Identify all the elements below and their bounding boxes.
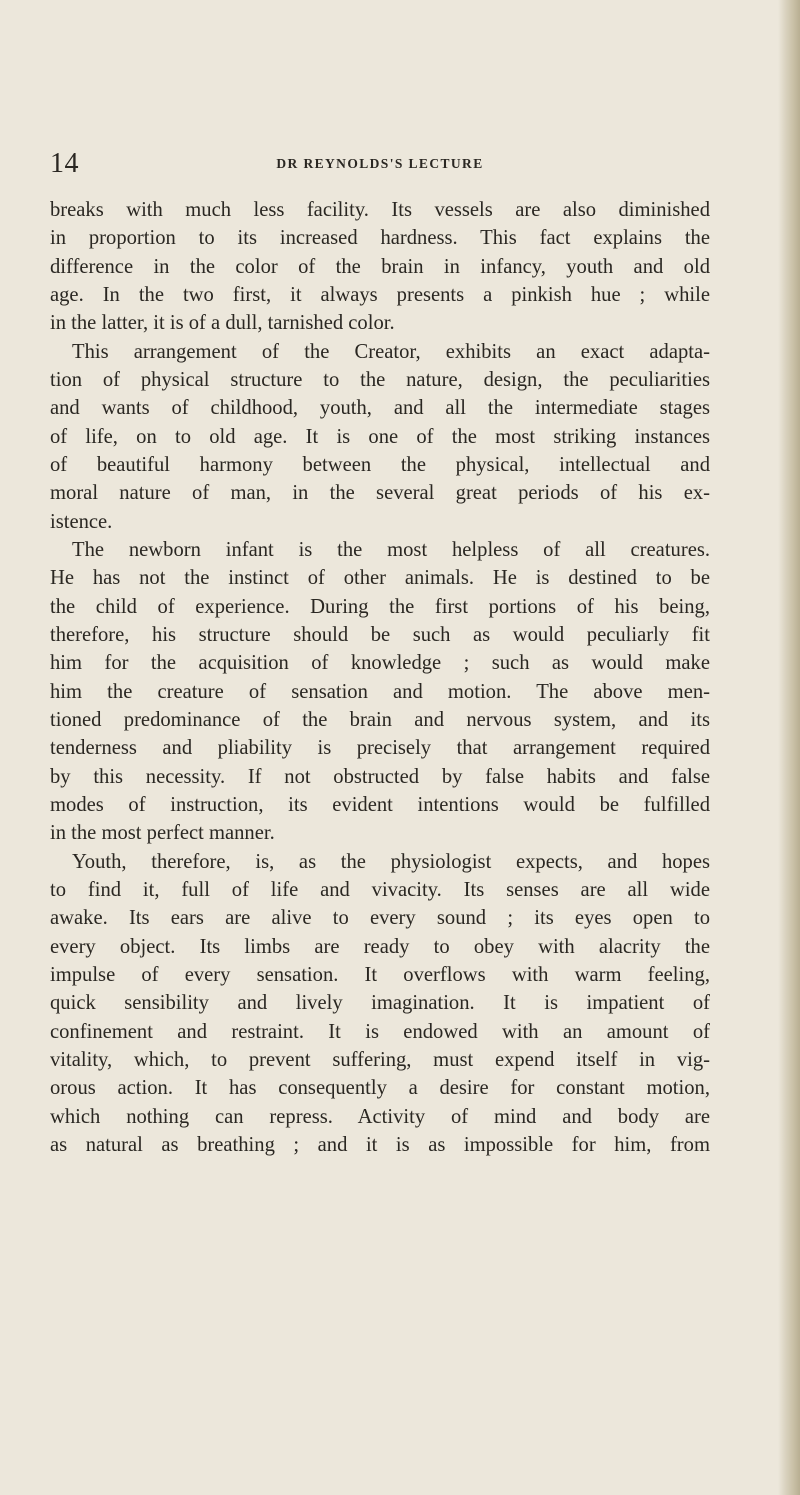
text-line: istence. [50, 510, 113, 533]
text-line: orous action. It has consequently a desire for constant motion, [50, 1077, 710, 1100]
text-line: as natural as breathing ; and it is as impossible for him, from [50, 1133, 710, 1156]
text-line: Youth, therefore, is, as the physiologist expects, and hopes [72, 850, 710, 873]
text-line: impulse of every sensation. It overflows with warm feeling, [50, 963, 710, 986]
text-line: age. In the two first, it always presents a pinkish hue ; while [50, 283, 710, 306]
text-line: by this necessity. If not obstructed by false habits and false [50, 765, 710, 788]
text-line: which nothing can repress. Activity of mind and body are [50, 1105, 710, 1128]
text-line: and wants of childhood, youth, and all the intermediate stages [50, 397, 710, 420]
text-line: to find it, full of life and vivacity. Its senses are all wide [50, 878, 710, 901]
page-header [50, 146, 710, 182]
text-line: of life, on to old age. It is one of the most striking instances [50, 425, 710, 448]
running-head: DR REYNOLDS'S LECTURE [276, 156, 484, 171]
text-line: every object. Its limbs are ready to obey with alacrity the [50, 935, 710, 958]
text-line: him the creature of sensation and motion. The above men- [50, 680, 710, 703]
text-line: breaks with much less facility. Its vessels are also diminished [50, 199, 710, 221]
text-line: therefore, his structure should be such as would peculiarly fit [50, 623, 710, 646]
body-text [50, 196, 710, 1159]
text-line: of beautiful harmony between the physical, intellectual and [50, 453, 710, 476]
text-line: confinement and restraint. It is endowed with an amount of [50, 1020, 710, 1043]
text-line: in proportion to its increased hardness. This fact explains the [50, 227, 710, 250]
text-line: tion of physical structure to the nature, design, the peculiarities [50, 368, 710, 391]
text-line: in the latter, it is of a dull, tarnished color. [50, 312, 395, 335]
text-line: The newborn infant is the most helpless of all creatures. [72, 538, 710, 561]
text-line: the child of experience. During the first portions of his being, [50, 595, 710, 618]
page-number: 14 [50, 148, 79, 179]
text-line: tioned predominance of the brain and nervous system, and its [50, 708, 710, 731]
text-line: tenderness and pliability is precisely that arrangement required [50, 737, 710, 760]
text-line: modes of instruction, its evident intentions would be fulfilled [50, 793, 710, 816]
text-line: He has not the instinct of other animals. He is destined to be [50, 567, 710, 590]
page-edge [778, 0, 800, 1495]
text-line: awake. Its ears are alive to every sound ; its eyes open to [50, 907, 710, 930]
text-line: vitality, which, to prevent suffering, must expend itself in vig- [50, 1048, 710, 1071]
text-line: in the most perfect manner. [50, 822, 275, 845]
text-line: This arrangement of the Creator, exhibits an exact adapta- [72, 340, 710, 363]
text-line: difference in the color of the brain in infancy, youth and old [50, 255, 710, 278]
text-line: quick sensibility and lively imagination. It is impatient of [50, 992, 710, 1015]
text-line: moral nature of man, in the several great periods of his ex- [50, 482, 710, 505]
text-line: him for the acquisition of knowledge ; such as would make [50, 652, 710, 675]
